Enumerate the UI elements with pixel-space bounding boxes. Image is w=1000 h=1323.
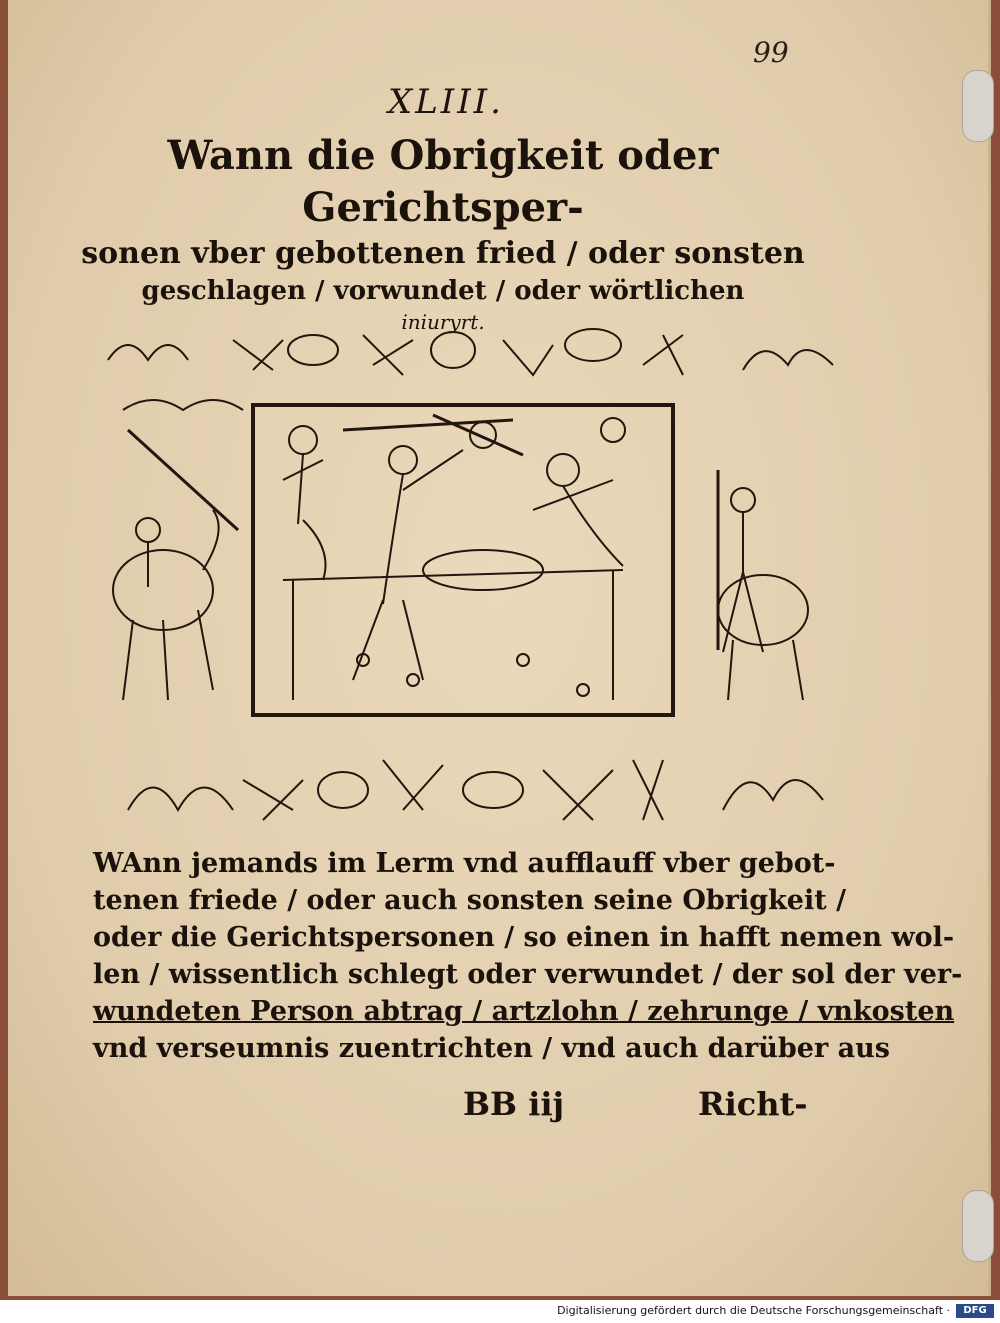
woodcut-illustration (103, 320, 843, 840)
body-line-1: WAnn jemands im Lerm vnd aufflauff vber gebot- (93, 848, 836, 879)
body-paragraph (93, 845, 963, 1067)
left-horseman-figure (113, 400, 243, 700)
heading-line-4: iniuryrt. (401, 310, 485, 334)
right-horseman-figure (718, 470, 808, 700)
top-ornament-border (108, 329, 833, 375)
chapter-number: XLIII. (388, 82, 504, 122)
body-line-4: len / wissentlich schlegt oder verwundet / der sol der ver- (93, 959, 963, 990)
body-line-3: oder die Gerichtspersonen / so einen in hafft nemen wol- (93, 922, 955, 953)
book-page (8, 0, 991, 1296)
heading-line-3: geschlagen / vorwundet / oder wörtlichen (141, 276, 745, 306)
heading-line-1: Wann die Obrigkeit oder Gerichtsper- (167, 132, 719, 231)
page-edge-tab (962, 70, 994, 142)
brawl-scene (283, 415, 625, 700)
bottom-ornament-border (128, 760, 823, 820)
central-scene-frame (253, 405, 673, 715)
body-line-2: tenen friede / oder auch sonsten seine Obrigkeit / (93, 885, 846, 916)
body-line-6: vnd verseumnis zuentrichten / vnd auch darüber aus (93, 1033, 890, 1064)
footer-bar (0, 1300, 1000, 1323)
dfg-logo: DFG (956, 1304, 994, 1318)
folio-number: 99 (753, 36, 789, 69)
heading-line-2: sonen vber gebottenen fried / oder sonsten (81, 236, 805, 271)
footer-credit: Digitalisierung gefördert durch die Deutsche Forschungsgemeinschaft · (557, 1304, 950, 1317)
signature-mark: BB iij (463, 1085, 565, 1123)
catchword: Richt- (698, 1085, 808, 1123)
page-edge-tab (962, 1190, 994, 1262)
chapter-heading (58, 130, 828, 336)
body-line-5: wundeten Person abtrag / artzlohn / zehrunge / vnkosten (93, 996, 955, 1027)
